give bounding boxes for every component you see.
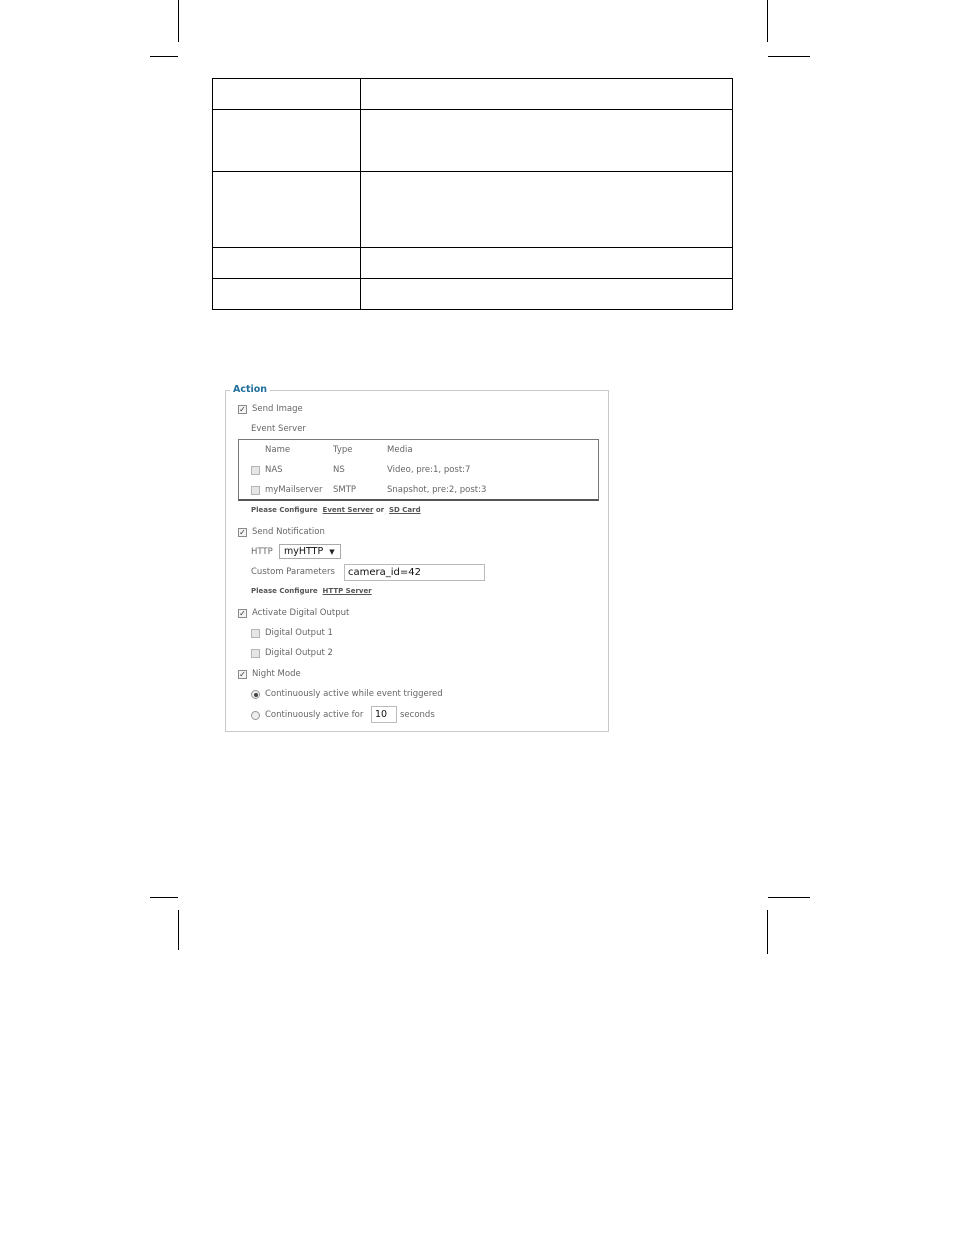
table-row [213,279,733,310]
event-server-note [251,505,421,515]
server-media: Video, pre:1, post:7 [387,465,471,475]
digital-output-2-checkbox[interactable] [251,649,260,658]
http-server-note [251,586,372,596]
night-option-2-suffix [400,710,435,721]
http-select[interactable] [279,544,341,559]
seconds-label: seconds [400,710,435,720]
table-cell [361,110,733,172]
crop-mark [768,897,810,898]
send-image-checkbox[interactable]: ✓ [239,404,246,414]
night-option-2-radio[interactable] [251,711,260,720]
chevron-down-icon: ▼ [329,547,335,556]
event-server-label-text: Event Server [251,424,306,434]
radio-dot [254,693,258,697]
night-option-2-prefix: Continuously active for [265,710,364,720]
server-type: SMTP [333,485,357,495]
table-row[interactable] [251,485,322,496]
http-selected-value: myHTTP [284,546,324,557]
night-mode-label: Night Mode [252,669,301,679]
night-option-1-label: Continuously active while event triggered [265,689,443,699]
server-mymailserver-checkbox[interactable] [251,486,260,495]
crop-mark [150,56,178,57]
col-header-media: Media [387,445,413,455]
digital-output-1-row [251,628,333,639]
http-label-text: HTTP [251,547,273,557]
night-option-1-radio[interactable] [251,690,260,699]
send-notification-label: Send Notification [252,527,325,537]
custom-parameters-value: camera_id=42 [348,567,421,578]
night-option-1-row [251,689,443,700]
table-cell [213,79,361,110]
crop-mark [178,910,179,950]
night-mode-row [238,669,301,680]
table-cell [361,79,733,110]
night-mode-checkbox[interactable]: ✓ [239,669,246,679]
table-row [213,110,733,172]
event-server-label [251,424,306,435]
send-image-label: Send Image [252,404,303,414]
table-cell [361,248,733,279]
custom-parameters-input[interactable] [344,564,485,581]
col-header-type: Type [333,445,353,455]
activate-digital-output-row [238,608,349,619]
send-image-row [238,404,303,415]
note-or: or [375,506,385,514]
table-row [213,248,733,279]
sd-card-link[interactable]: SD Card [389,506,421,514]
activate-digital-output-checkbox[interactable]: ✓ [239,608,246,618]
http-label [251,547,273,558]
table-row [213,172,733,248]
crop-mark [768,56,810,57]
crop-mark [767,910,768,954]
server-name: myMailserver [265,485,323,495]
digital-output-2-label: Digital Output 2 [265,648,333,658]
night-seconds-input[interactable] [371,706,397,723]
server-type: NS [333,465,345,475]
table-cell [213,248,361,279]
crop-mark [767,0,768,42]
table-row [213,79,733,110]
table-cell [361,279,733,310]
table-cell [213,172,361,248]
send-notification-row [238,527,325,538]
night-option-2-row [251,710,363,721]
event-server-link[interactable]: Event Server [322,506,374,514]
custom-parameters-label-text: Custom Parameters [251,567,335,577]
server-media: Snapshot, pre:2, post:3 [387,485,487,495]
server-name: NAS [265,465,283,475]
crop-mark [178,0,179,42]
document-table [212,78,733,310]
note-prefix: Please Configure [251,506,318,514]
http-server-link[interactable]: HTTP Server [322,587,372,595]
send-notification-checkbox[interactable]: ✓ [239,527,246,537]
night-seconds-value: 10 [375,709,388,720]
panel-legend: Action [230,384,270,396]
digital-output-1-label: Digital Output 1 [265,628,333,638]
table-cell [213,279,361,310]
event-server-table [238,439,599,501]
crop-mark [150,897,178,898]
col-header-name: Name [265,445,291,455]
table-cell [361,172,733,248]
table-row[interactable] [251,465,283,476]
note-prefix: Please Configure [251,587,318,595]
digital-output-2-row [251,648,333,659]
custom-parameters-label [251,567,335,578]
server-nas-checkbox[interactable] [251,466,260,475]
table-cell [213,110,361,172]
action-panel [225,384,609,732]
digital-output-1-checkbox[interactable] [251,629,260,638]
activate-digital-output-label: Activate Digital Output [252,608,350,618]
